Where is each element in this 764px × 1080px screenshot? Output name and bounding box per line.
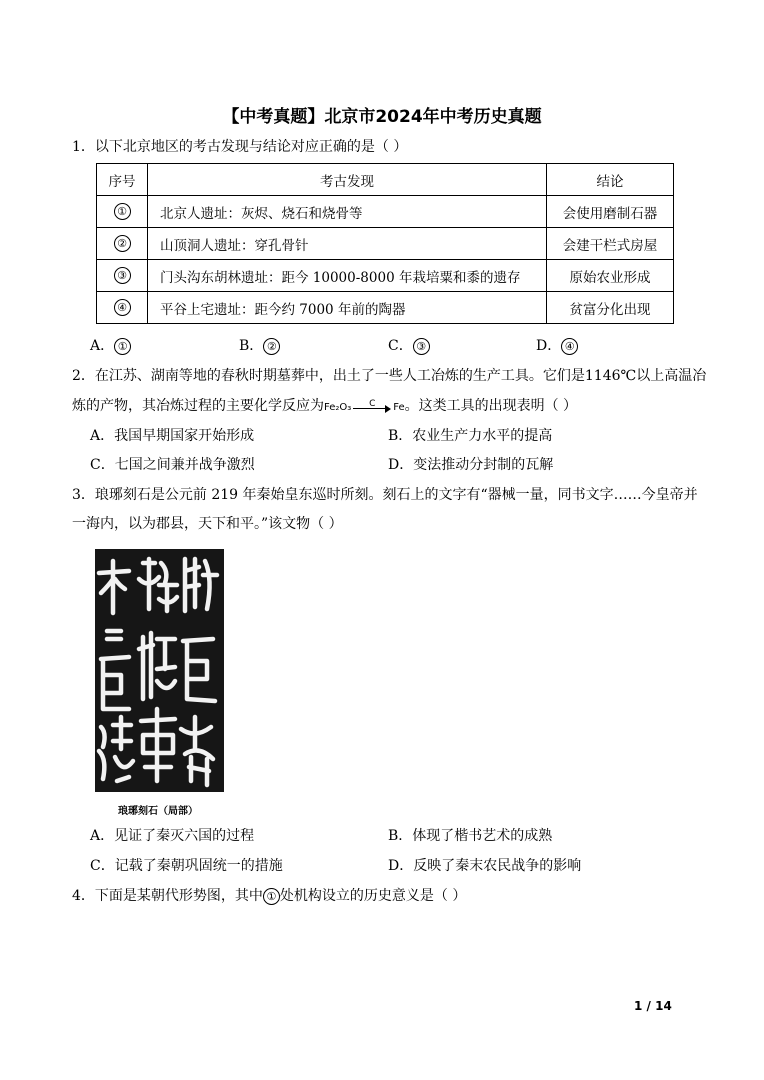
row-number: ② <box>97 228 148 260</box>
row-number: ③ <box>97 260 148 292</box>
header-conclusion: 结论 <box>547 164 674 196</box>
question-3-stem-line-2: 一海内，以为郡县，天下和平。”该文物（ ） <box>72 516 343 532</box>
row-finding: 门头沟东胡林遗址：距今 10000-8000 年栽培粟和黍的遗存 <box>148 260 547 292</box>
question-1-option-d[interactable]: D． ④ <box>536 336 578 356</box>
row-conclusion: 原始农业形成 <box>547 260 674 292</box>
table-row <box>97 228 674 260</box>
question-3-stem-line-1: 3．琅琊刻石是公元前 219 年秦始皇东巡时所刻。刻石上的文字有“器械一量，同书文字……今皇帝并 <box>72 487 698 503</box>
question-2-option-c[interactable]: C．七国之间兼并战争激烈 <box>90 457 255 473</box>
question-3-option-a[interactable]: A．见证了秦灭六国的过程 <box>90 828 255 844</box>
question-3-option-d[interactable]: D．反映了秦末农民战争的影响 <box>388 858 582 874</box>
formula-product: Fe <box>393 402 405 413</box>
row-finding: 平谷上宅遗址：距今约 7000 年前的陶器 <box>148 292 547 324</box>
question-1-option-b[interactable]: B． ② <box>239 336 280 356</box>
table-row <box>97 292 674 324</box>
question-2-stem-line-2: 炼的产物，其冶炼过程的主要化学反应为Fe₂O₃ C Fe。这类工具的出现表明（ ） <box>72 398 578 414</box>
header-finding: 考古发现 <box>148 164 547 196</box>
row-conclusion: 会使用磨制石器 <box>547 196 674 228</box>
question-3-option-b[interactable]: B．体现了楷书艺术的成熟 <box>388 828 553 844</box>
page-number: 1 / 14 <box>634 999 672 1013</box>
table-row <box>97 260 674 292</box>
image-caption: 琅琊刻石（局部） <box>118 806 198 817</box>
question-3-option-c[interactable]: C．记载了秦朝巩固统一的措施 <box>90 858 283 874</box>
header-number: 序号 <box>97 164 148 196</box>
question-1-stem: 1．以下北京地区的考古发现与结论对应正确的是（ ） <box>72 139 408 155</box>
question-4-stem: 4．下面是某朝代形势图，其中 ① 处机构设立的历史意义是（ ） <box>72 888 467 904</box>
formula-reactant: Fe₂O₃ <box>324 402 352 413</box>
table-row <box>97 196 674 228</box>
row-number: ④ <box>97 292 148 324</box>
question-1-option-c[interactable]: C． ③ <box>388 336 430 356</box>
question-2-option-d[interactable]: D．变法推动分封制的瓦解 <box>388 457 554 473</box>
page-title: 【中考真题】北京市2024年中考历史真题 <box>222 107 542 127</box>
seal-script-rubbing-icon <box>95 549 224 792</box>
question-1-option-a[interactable]: A． ① <box>90 336 131 356</box>
row-number: ① <box>97 196 148 228</box>
reaction-arrow-icon: C <box>353 399 391 413</box>
question-2-stem-line-1: 2．在江苏、湖南等地的春秋时期墓葬中，出土了一些人工冶炼的生产工具。它们是1146℃以上高温冶 <box>72 368 707 384</box>
row-finding: 北京人遗址：灰烬、烧石和烧骨等 <box>148 196 547 228</box>
row-finding: 山顶洞人遗址：穿孔骨针 <box>148 228 547 260</box>
question-2-option-b[interactable]: B．农业生产力水平的提高 <box>388 428 553 444</box>
question-1-table <box>96 163 674 324</box>
row-conclusion: 贫富分化出现 <box>547 292 674 324</box>
question-2-option-a[interactable]: A．我国早期国家开始形成 <box>90 428 255 444</box>
row-conclusion: 会建干栏式房屋 <box>547 228 674 260</box>
table-header-row <box>97 164 674 196</box>
stone-inscription-image <box>95 549 224 792</box>
